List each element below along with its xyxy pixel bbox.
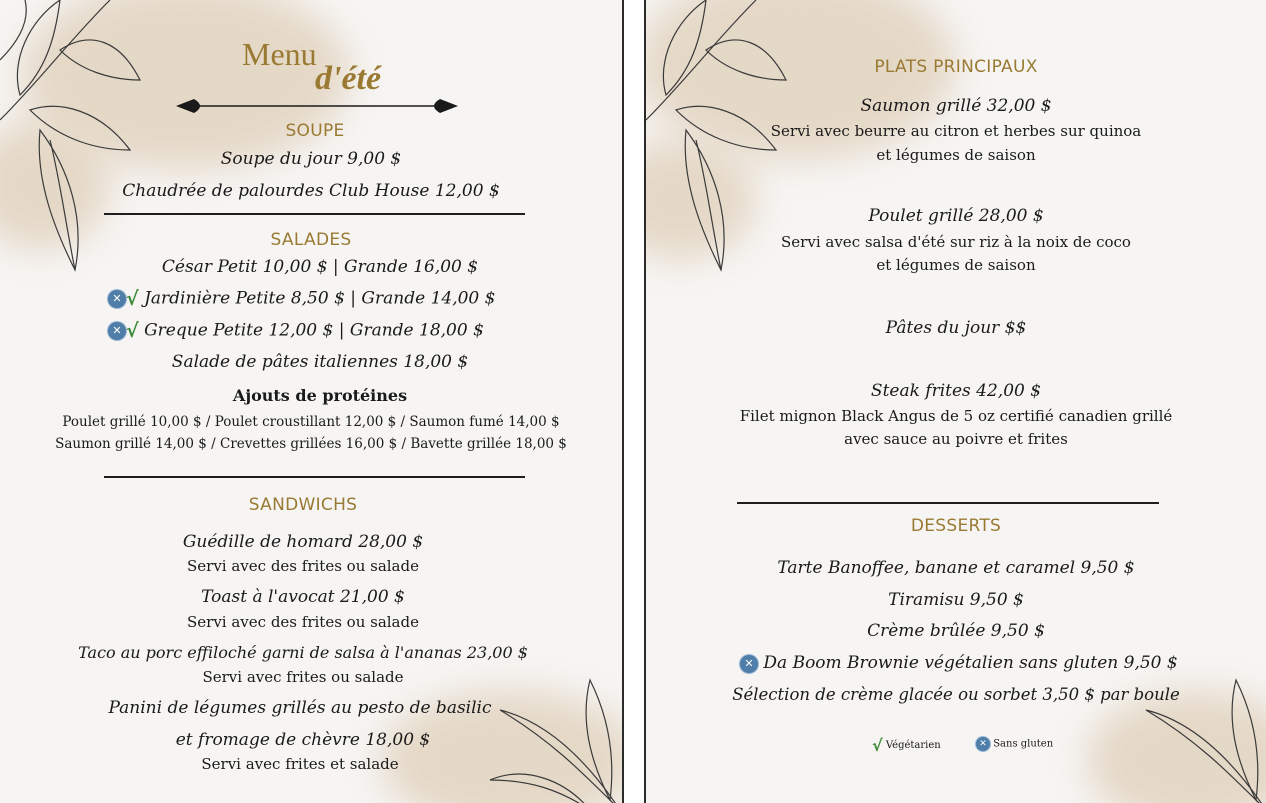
gluten-free-icon: ✕: [108, 290, 126, 308]
menu-item: Chaudrée de palourdes Club House 12,00 $: [122, 181, 500, 201]
menu-item: Steak frites 42,00 $: [870, 381, 1042, 401]
vegetarian-icon: √: [872, 736, 883, 755]
proteins-line: Saumon grillé 14,00 $ / Crevettes grillées 16,00 $ / Bavette grillée 18,00 $: [55, 436, 567, 452]
menu-item-desc: Servi avec salsa d'été sur riz à la noix de coco: [781, 233, 1131, 251]
menu-page-left: [0, 0, 622, 803]
menu-item: Panini de légumes grillés au pesto de basilic: [108, 698, 492, 718]
menu-item-label: Da Boom Brownie végétalien sans gluten 9,50 $: [763, 653, 1178, 673]
menu-item-desc: Servi avec frites et salade: [201, 755, 399, 773]
section-heading-sandwichs: SANDWICHS: [248, 495, 358, 515]
leaf-illustration: [1116, 660, 1266, 803]
section-heading-salades: SALADES: [270, 230, 352, 250]
menu-item: Salade de pâtes italiennes 18,00 $: [171, 352, 469, 372]
menu-item-desc: Servi avec frites ou salade: [202, 668, 404, 686]
menu-item-desc: Servi avec des frites ou salade: [187, 557, 419, 575]
legend-label: Végétarien: [885, 740, 941, 751]
menu-item: [108, 320, 484, 342]
menu-item-desc: et légumes de saison: [876, 146, 1036, 164]
menu-item: Guédille de homard 28,00 $: [182, 532, 424, 552]
menu-item-label: Greque Petite 12,00 $ | Grande 18,00 $: [144, 320, 484, 341]
menu-item-desc: et légumes de saison: [876, 256, 1036, 274]
menu-item: Pâtes du jour $$: [885, 318, 1027, 338]
menu-item-desc: Servi avec des frites ou salade: [187, 613, 419, 631]
section-heading-soupe: SOUPE: [285, 121, 345, 141]
menu-item-desc: Filet mignon Black Angus de 5 oz certifié canadien grillé: [739, 407, 1173, 425]
proteins-line: Poulet grillé 10,00 $ / Poulet croustillant 12,00 $ / Saumon fumé 14,00 $: [62, 414, 560, 430]
gluten-free-icon: ✕: [108, 322, 126, 340]
menu-item: Soupe du jour 9,00 $: [220, 149, 402, 169]
page-border: [622, 0, 624, 803]
proteins-title: Ajouts de protéines: [232, 386, 408, 405]
section-divider: [104, 213, 525, 215]
menu-item: Saumon grillé 32,00 $: [860, 96, 1052, 116]
menu-item: Tarte Banoffee, banane et caramel 9,50 $: [777, 558, 1135, 578]
section-divider: [737, 502, 1159, 504]
menu-page-right: [646, 0, 1266, 803]
section-divider: [104, 476, 525, 478]
menu-subtitle: d'été: [315, 60, 382, 97]
legend-label: Sans gluten: [993, 738, 1054, 750]
menu-item-desc: avec sauce au poivre et frites: [844, 430, 1068, 448]
menu-item: [108, 288, 495, 310]
gluten-free-icon: ✕: [976, 737, 990, 751]
menu-item-label: Jardinière Petite 8,50 $ | Grande 14,00 $: [144, 288, 496, 309]
menu-title: Menu: [242, 36, 317, 72]
section-heading-plats: PLATS PRINCIPAUX: [874, 57, 1038, 77]
vegetarian-icon: √: [126, 320, 139, 342]
menu-item: et fromage de chèvre 18,00 $: [175, 730, 431, 750]
gluten-free-icon: ✕: [740, 655, 758, 673]
menu-item: Poulet grillé 28,00 $: [868, 206, 1044, 226]
menu-item: [740, 653, 1178, 673]
menu-item: Tiramisu 9,50 $: [888, 590, 1024, 610]
menu-item: César Petit 10,00 $ | Grande 16,00 $: [161, 257, 479, 277]
menu-item: Taco au porc effiloché garni de salsa à l'ananas 23,00 $: [78, 643, 528, 662]
menu-item: Toast à l'avocat 21,00 $: [201, 587, 405, 607]
menu-item: Sélection de crème glacée ou sorbet 3,50 $ par boule: [732, 685, 1180, 704]
ornament-divider: [174, 95, 460, 117]
vegetarian-icon: √: [126, 288, 139, 310]
menu-item: Crème brûlée 9,50 $: [867, 621, 1045, 641]
legend-gluten-free: [976, 737, 1053, 751]
legend-vegetarian: [872, 736, 941, 755]
section-heading-desserts: DESSERTS: [910, 516, 1002, 536]
menu-item-desc: Servi avec beurre au citron et herbes sur quinoa: [770, 122, 1142, 140]
